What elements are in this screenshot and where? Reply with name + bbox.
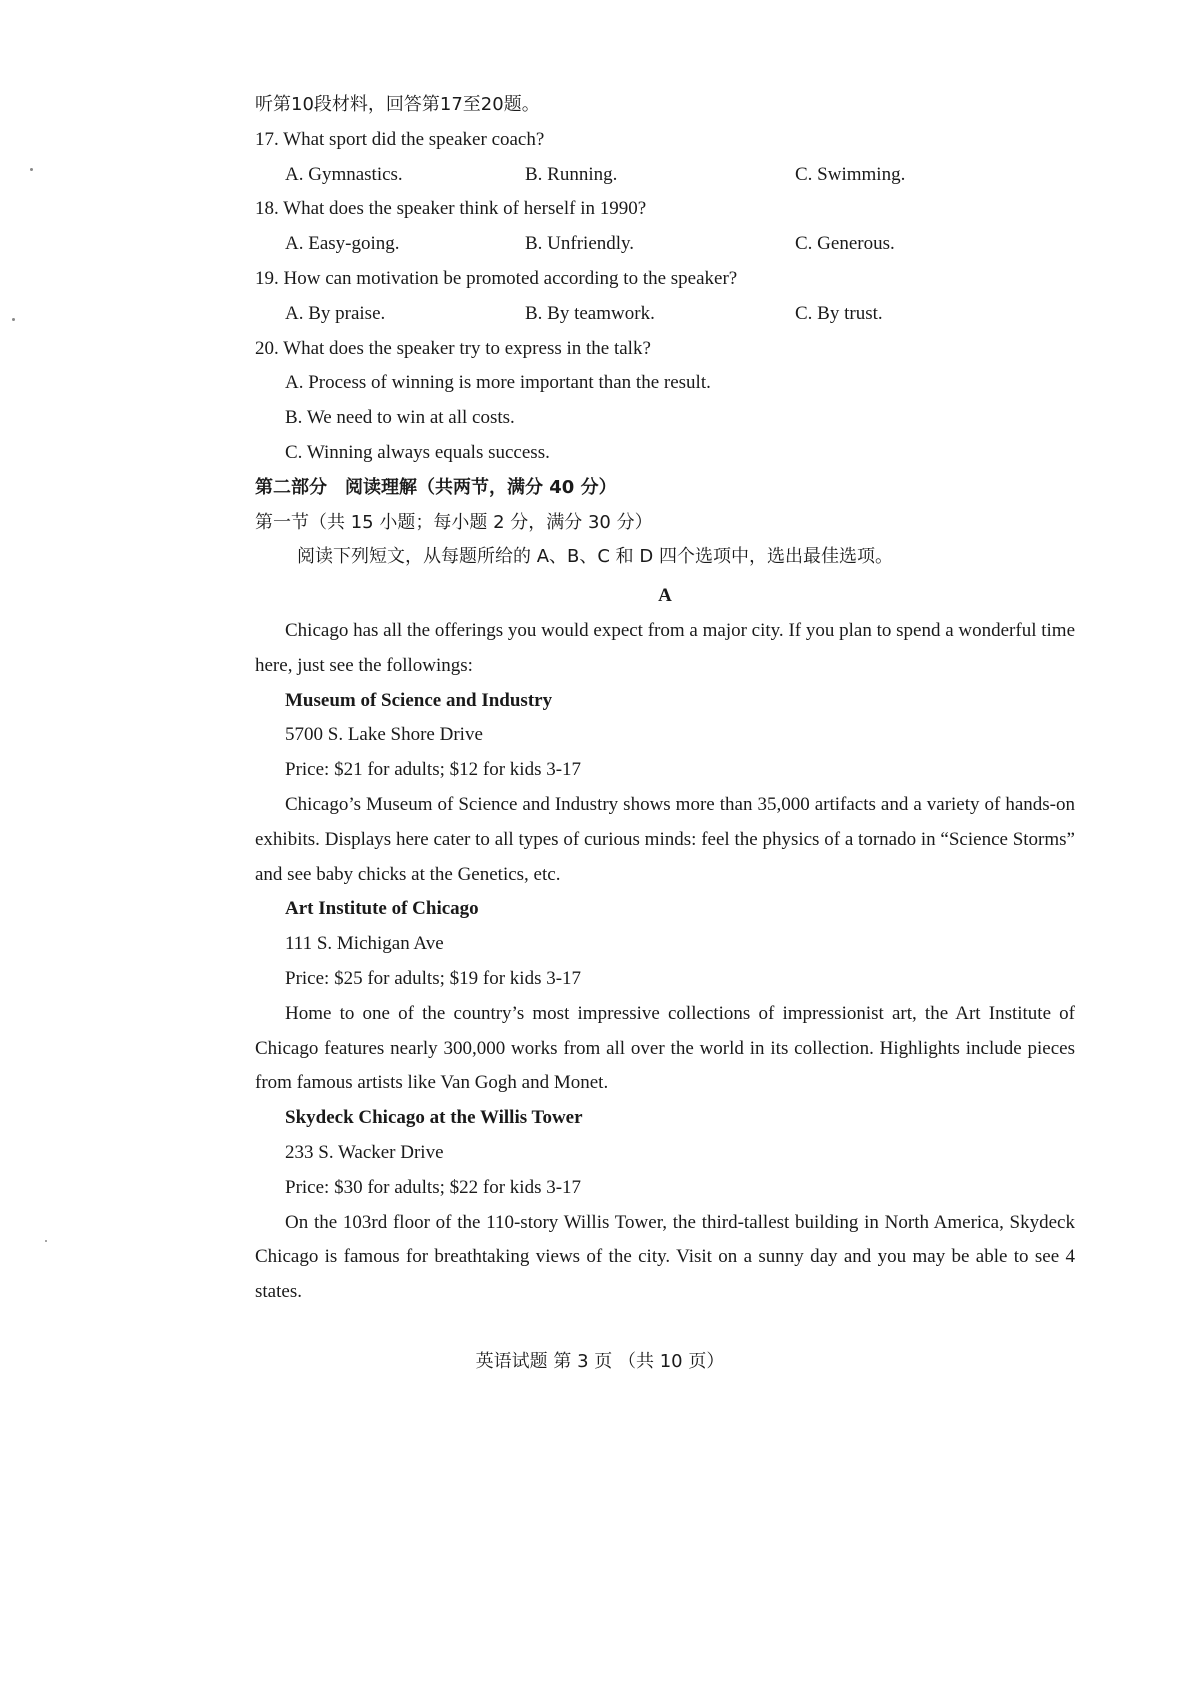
part-title: 第二部分 阅读理解（共两节，满分 40 分）	[255, 476, 617, 498]
place-name: Skydeck Chicago at the Willis Tower	[285, 1107, 583, 1129]
option-a: A. Gymnastics.	[285, 163, 403, 185]
option-a: A. By praise.	[285, 302, 386, 324]
place-address: 5700 S. Lake Shore Drive	[285, 724, 483, 746]
place-name: Museum of Science and Industry	[285, 689, 553, 711]
option-c: C. Winning always equals success.	[285, 441, 550, 463]
scan-speck	[12, 318, 15, 321]
option-c: C. Generous.	[795, 233, 895, 255]
option-b: B. We need to win at all costs.	[285, 407, 515, 429]
place-description: Home to one of the country’s most impressive collections of impressionist art, the Art Institute of Chicago features nearly 300,000 works from all over the world in its collection. Highlights include pieces from famous artists like Van Gogh and Monet.	[255, 1002, 1075, 1094]
question-stem: 20. What does the speaker try to express in the talk?	[255, 337, 651, 359]
question-stem: 19. How can motivation be promoted according to the speaker?	[255, 267, 738, 289]
scan-speck	[45, 1240, 47, 1242]
place-price: Price: $21 for adults; $12 for kids 3-17	[285, 759, 582, 781]
passage-intro: Chicago has all the offerings you would expect from a major city. If you plan to spend a wonderful time here, just see the followings:	[255, 619, 1075, 676]
option-a: A. Easy-going.	[285, 233, 400, 255]
place-price: Price: $30 for adults; $22 for kids 3-17	[285, 1176, 582, 1198]
question-options	[255, 297, 1075, 332]
question-stem: 18. What does the speaker think of herself in 1990?	[255, 198, 647, 220]
option-b: B. Running.	[525, 163, 618, 185]
question-options	[255, 227, 1075, 262]
place-name: Art Institute of Chicago	[285, 898, 479, 920]
option-b: B. By teamwork.	[525, 302, 655, 324]
place-price: Price: $25 for adults; $19 for kids 3-17	[285, 967, 582, 989]
page-footer: 英语试题 第 3 页 （共 10 页）	[475, 1351, 725, 1372]
place-address: 111 S. Michigan Ave	[285, 933, 444, 955]
passage-letter: A	[658, 585, 672, 607]
content-area	[255, 88, 1075, 1310]
option-a: A. Process of winning is more important than the result.	[285, 372, 711, 394]
question-stem: 17. What sport did the speaker coach?	[255, 128, 545, 150]
place-description: Chicago’s Museum of Science and Industry shows more than 35,000 artifacts and a variety of hands-on exhibits. Displays here cater to all types of curious minds: feel the physics of a tornado in “Science Storms” and see baby chicks at the Genetics, etc.	[255, 793, 1075, 885]
section-title: 第一节（共 15 小题；每小题 2 分，满分 30 分）	[255, 511, 653, 533]
option-c: C. Swimming.	[795, 163, 906, 185]
option-c: C. By trust.	[795, 302, 883, 324]
instruction: 阅读下列短文，从每题所给的 A、B、C 和 D 四个选项中，选出最佳选项。	[297, 546, 893, 568]
option-b: B. Unfriendly.	[525, 233, 635, 255]
section-header: 听第10段材料，回答第17至20题。	[255, 94, 540, 115]
question-options	[255, 158, 1075, 193]
place-address: 233 S. Wacker Drive	[285, 1141, 444, 1163]
place-description: On the 103rd floor of the 110-story Willis Tower, the third-tallest building in North America, Skydeck Chicago is famous for breathtaking views of the city. Visit on a sunny day and you may be able to see 4 states.	[255, 1211, 1075, 1303]
scan-speck	[30, 168, 33, 171]
